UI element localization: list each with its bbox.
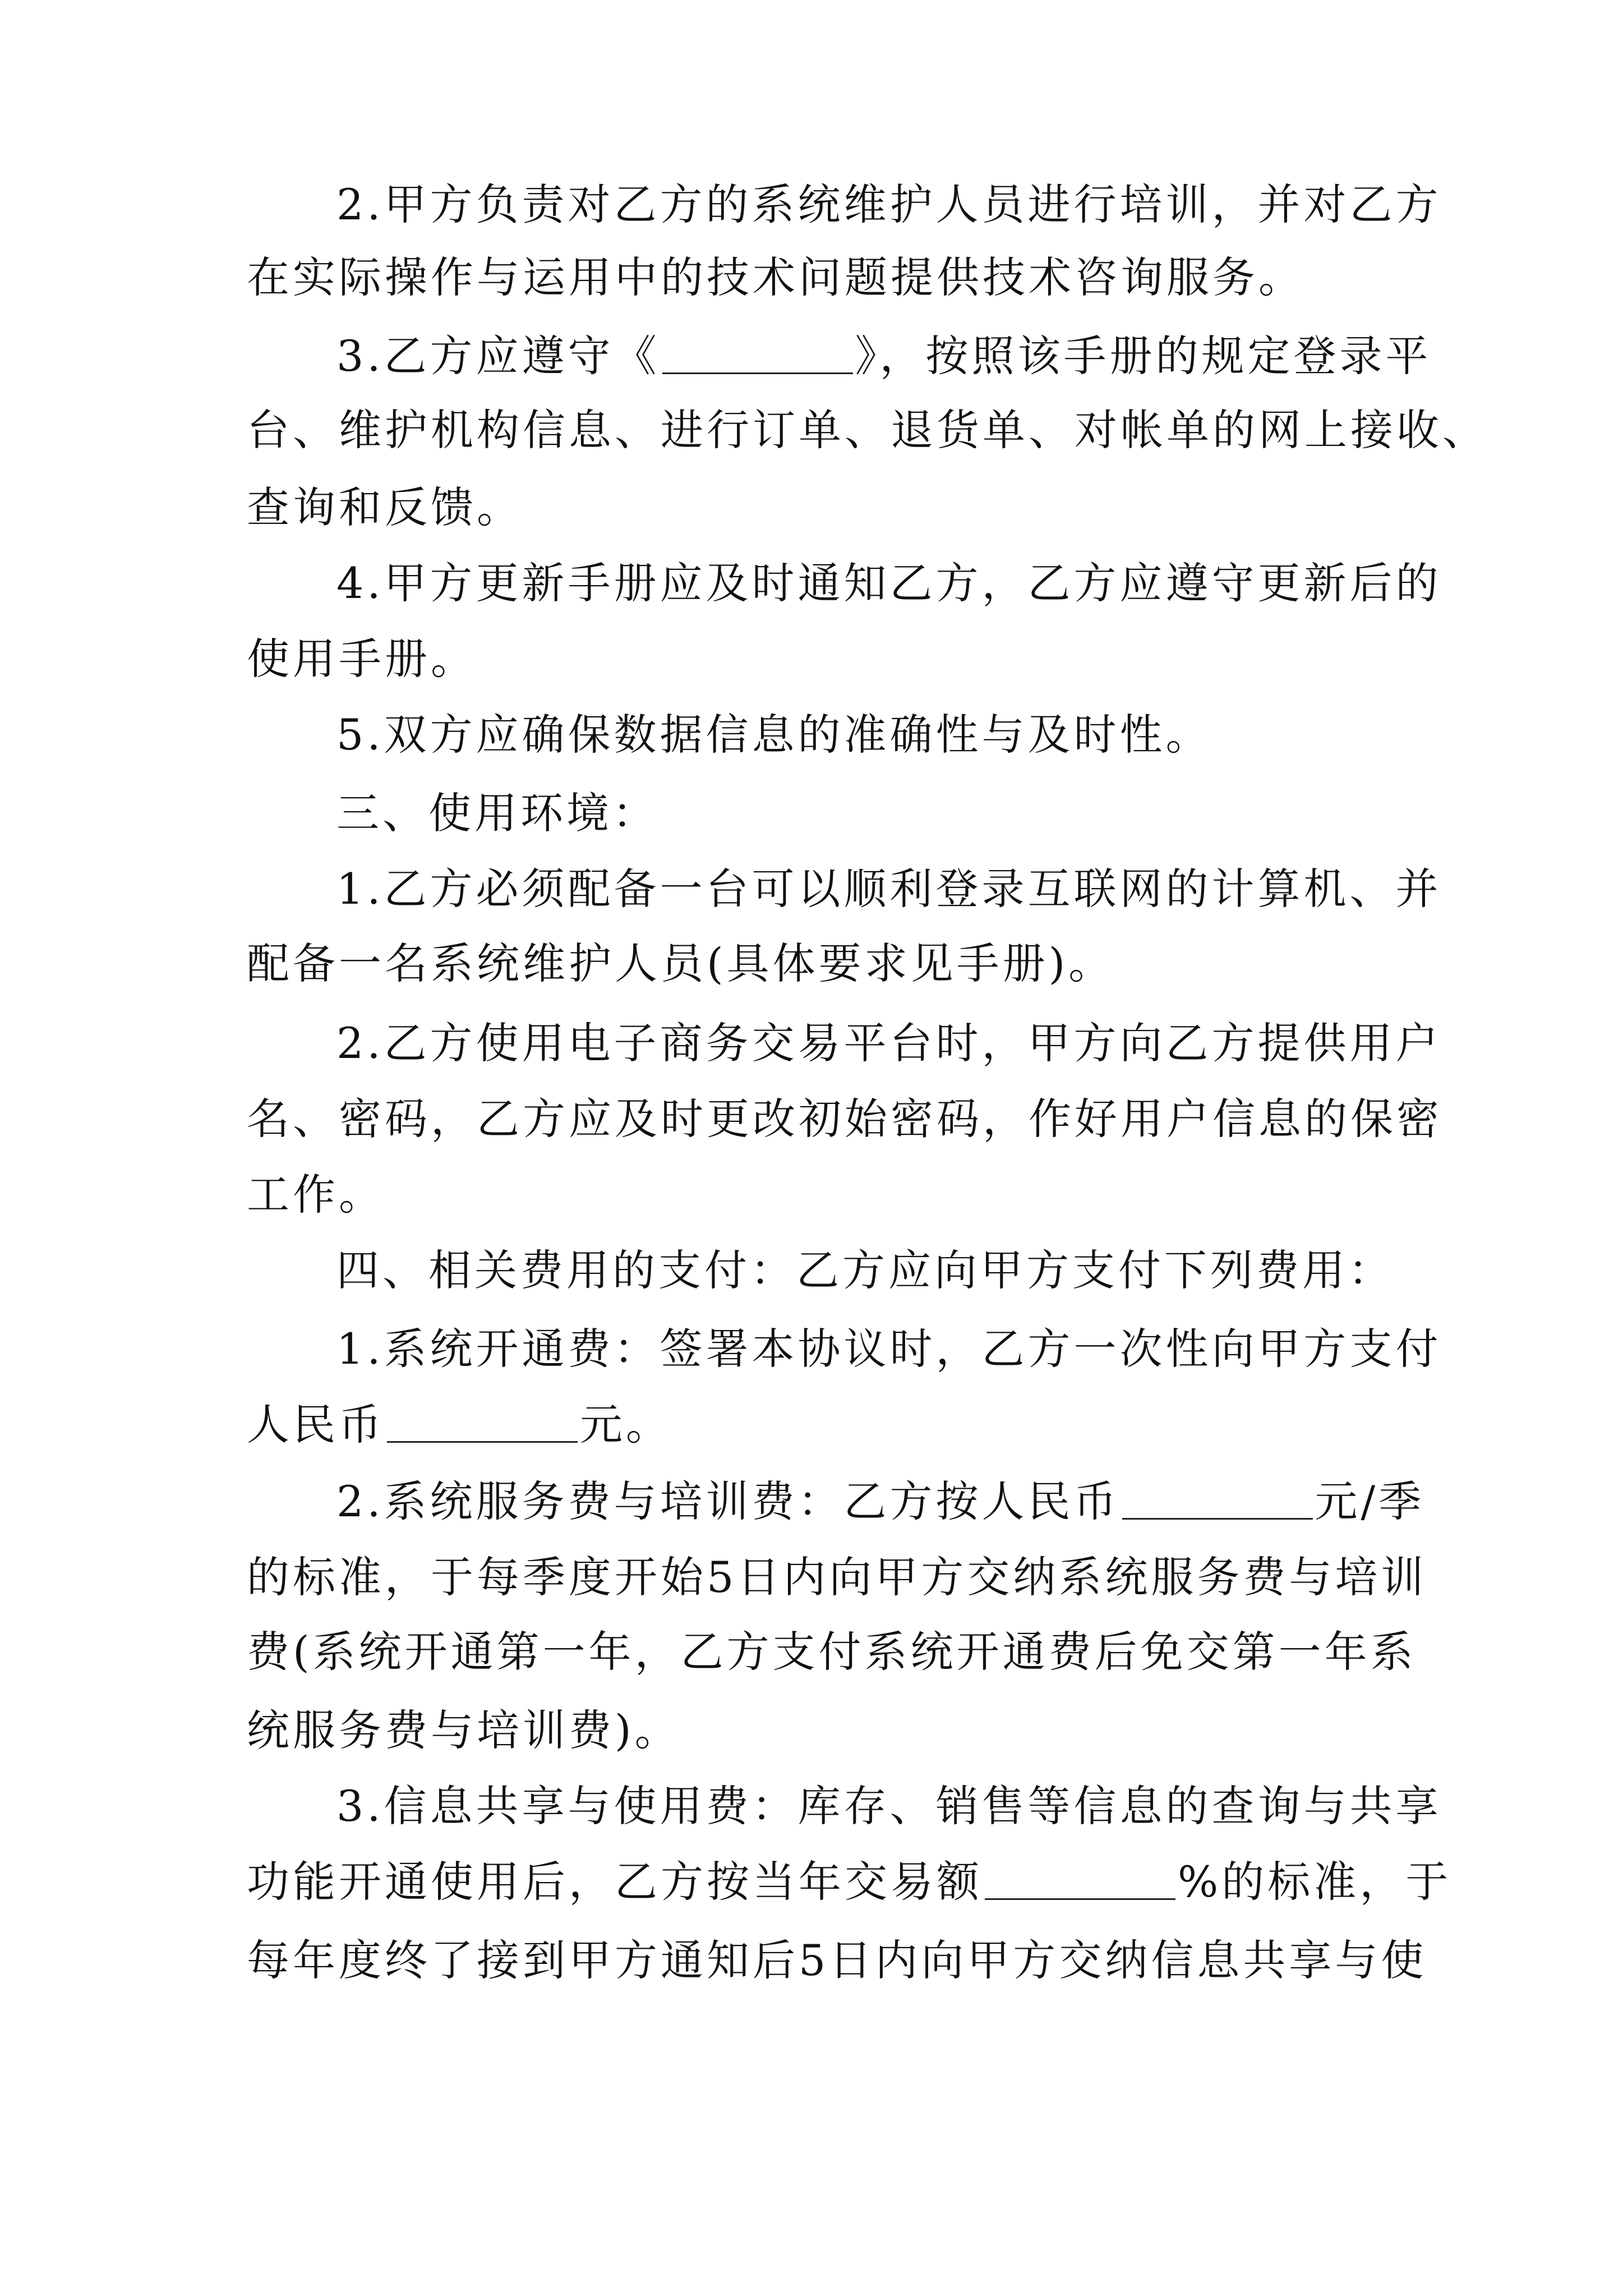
text-segment: 元/季 [1315,1476,1425,1526]
text-segment: 三、使用环境： [336,788,658,838]
text-segment: 2.乙方使用电子商务交易平台时，甲方向乙方提供用户 [336,1018,1442,1068]
text-line [247,693,1391,777]
text-line [247,1383,1391,1467]
text-segment: 在实际操作与运用中的技术问题提供技术咨询服务。 [247,252,1304,302]
text-line [247,388,1488,472]
text-segment: 2.系统服务费与培训费：乙方按人民币 [336,1476,1120,1526]
text-segment: 2.甲方负责对乙方的系统维护人员进行培训，并对乙方 [336,180,1442,229]
text-line [247,847,1442,931]
text-segment: 5.双方应确保数据信息的准确性与及时性。 [336,710,1212,760]
text-segment: %的标准，于 [1178,1857,1452,1907]
text-line [247,922,1391,1006]
text-segment: 3.乙方应遵守《 [336,331,660,381]
text-segment: 四、相关费用的支付：乙方应向甲方支付下列费用： [336,1245,1394,1295]
text-line [247,541,1442,625]
text-segment: 功能开通使用后，乙方按当年交易额 [247,1857,983,1907]
text-line [247,1460,1425,1544]
text-line [247,1840,1452,1924]
text-line [247,1610,1417,1694]
text-line [247,1918,1427,2003]
text-segment: 名、密码，乙方应及时更改初始密码，作好用户信息的保密 [247,1094,1442,1144]
text-line [247,314,1432,398]
text-segment: 1.乙方必须配备一台可以顺利登录互联网的计算机、并 [336,864,1442,914]
text-line [247,1077,1442,1161]
text-segment: 3.信息共享与使用费：库存、销售等信息的查询与共享 [336,1781,1442,1831]
text-segment: 1.系统开通费：签署本协议时，乙方一次性向甲方支付 [336,1324,1442,1374]
text-segment: 》，按照该手册的规定登录平 [855,331,1432,381]
text-line [247,1228,1394,1313]
text-line [247,617,1391,701]
text-segment: 4.甲方更新手册应及时通知乙方，乙方应遵守更新后的 [336,558,1442,608]
text-segment: 使用手册。 [247,634,477,684]
text-line [247,1688,1391,1773]
text-line [247,1307,1442,1391]
text-line [247,236,1391,320]
fill-in-blank[interactable] [387,1405,578,1443]
text-segment: 工作。 [247,1170,385,1220]
text-segment: 费(系统开通第一年，乙方支付系统开通费后免交第一年系 [247,1627,1417,1677]
text-line [247,466,1391,550]
fill-in-blank[interactable] [662,337,853,374]
text-segment: 每年度终了接到甲方通知后5日内向甲方交纳信息共享与使 [247,1935,1427,1985]
text-segment: 元。 [580,1400,672,1450]
text-segment: 统服务费与培训费)。 [247,1705,681,1755]
text-line [247,1535,1427,1619]
text-segment: 配备一名系统维护人员(具体要求见手册)。 [247,938,1115,988]
fill-in-blank[interactable] [985,1862,1175,1900]
text-line [247,771,1391,855]
text-line [247,163,1442,247]
text-segment: 的标准，于每季度开始5日内向甲方交纳系统服务费与培训 [247,1552,1427,1602]
text-line [247,1153,1391,1237]
text-segment: 人民币 [247,1400,385,1450]
fill-in-blank[interactable] [1122,1482,1313,1520]
text-segment: 台、维护机构信息、进行订单、退货单、对帐单的网上接收、 [247,405,1488,455]
text-line [247,1001,1442,1085]
text-line [247,1764,1442,1848]
text-segment: 查询和反馈。 [247,482,523,532]
